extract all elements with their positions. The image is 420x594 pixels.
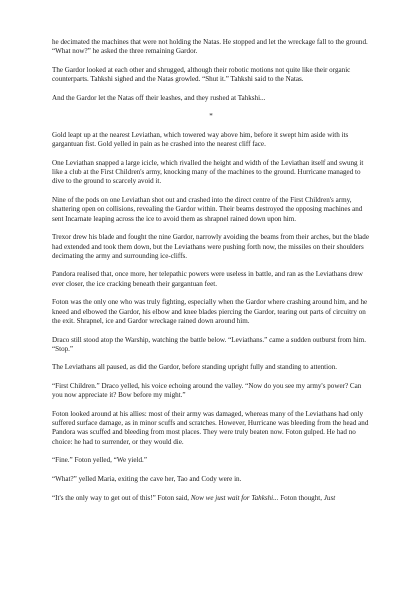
paragraph-thought-text: Now we just wait for Tahkshi... [190, 493, 279, 502]
paragraph: he decimated the machines that were not holding the Natas. He stopped and let the wreckage fall to the ground. “What now?” he asked the three remaining Gardor. [52, 38, 368, 56]
paragraph-mixed [52, 494, 370, 503]
paragraph: Gold leapt up at the nearest Leviathan, which towered way above him, before it swept him aside with its gargantuan fist. Gold yelled in pain as he crashed into the nearest cliff face. [52, 130, 349, 149]
paragraph: “What?” yelled Maria, exiting the cave her, Tao and Cody were in. [52, 474, 242, 483]
paragraph: “First Children.” Draco yelled, his voice echoing around the valley. “Now do you see my army's power? Can you now appreciate it? Bow before my might.” [52, 381, 362, 400]
paragraph-text: “It's the only way to get out of this!” Foton said, [52, 493, 191, 502]
paragraph: Draco still stood atop the Warship, watching the battle below. “Leviathans.” came a sudden outburst from him. “Stop.” [52, 335, 367, 353]
paragraph-thought-text: Just [323, 493, 336, 502]
paragraph: “Fine.” Foton yelled, “We yield.” [52, 456, 147, 465]
paragraph: Pandora realised that, once more, her telepathic powers were useless in battle, and ran as the Leviathans drew ever closer, the ice cracking beneath their gargantuan feet. [52, 270, 363, 288]
paragraph: Trexor drew his blade and fought the nine Gardor, narrowly avoiding the beams from their arches, but the blade had extended and took them down, but the Leviathans were pushing forth now, the missiles on their shoulders decimating the army and surrounding ice-cliffs. [52, 233, 370, 260]
paragraph: Nine of the pods on one Leviathan shot out and crashed into the direct centre of the First Children's army, shattering open on collisions, revealing the Gardor within. Their beams destroyed the opposing machines and sent Incarnate leaping across the ice to avoid them as shrapnel rained down upon him. [52, 196, 363, 223]
scene-break: * [209, 112, 213, 121]
paragraph: The Leviathans all paused, as did the Gardor, before standing upright fully and standing to attention. [52, 363, 337, 372]
paragraph: And the Gardor let the Natas off their leashes, and they rushed at Tahkshi... [52, 93, 266, 102]
paragraph: One Leviathan snapped a large icicle, which rivalled the height and width of the Leviathan itself and swung it like a club at the First Children's army, knocking many of the machines to the ground. Hurricane managed to dive to the ground to scarcely avoid it. [52, 158, 364, 186]
paragraph: Foton looked around at his allies: most of their army was damaged, whereas many of the Leviathans had only suffered surface damage, as in minor scuffs and scratches. However, Hurricane was bleeding from the head and Pandora was scuffed and bleeding from most places. They were truly beaten now. Foton gulped. He had no choice: he had to surrender, or they would die. [52, 409, 369, 446]
paragraph-text: Foton thought, [278, 493, 324, 502]
paragraph: The Gardor looked at each other and shrugged, although their robotic motions not quite like their organic counterparts. Tahkshi sighed and the Natas growled. “Shut it.” Tahkshi said to the Natas. [52, 65, 351, 84]
paragraph: Foton was the only one who was truly fighting, especially when the Gardor where crashing around him, and he kneed and elbowed the Gardor, his elbow and knee blades piercing the Gardor, tearing out parts of circuitry on the exit. Shrapnel, ice and Gardor wreckage rained down around him. [52, 298, 368, 325]
